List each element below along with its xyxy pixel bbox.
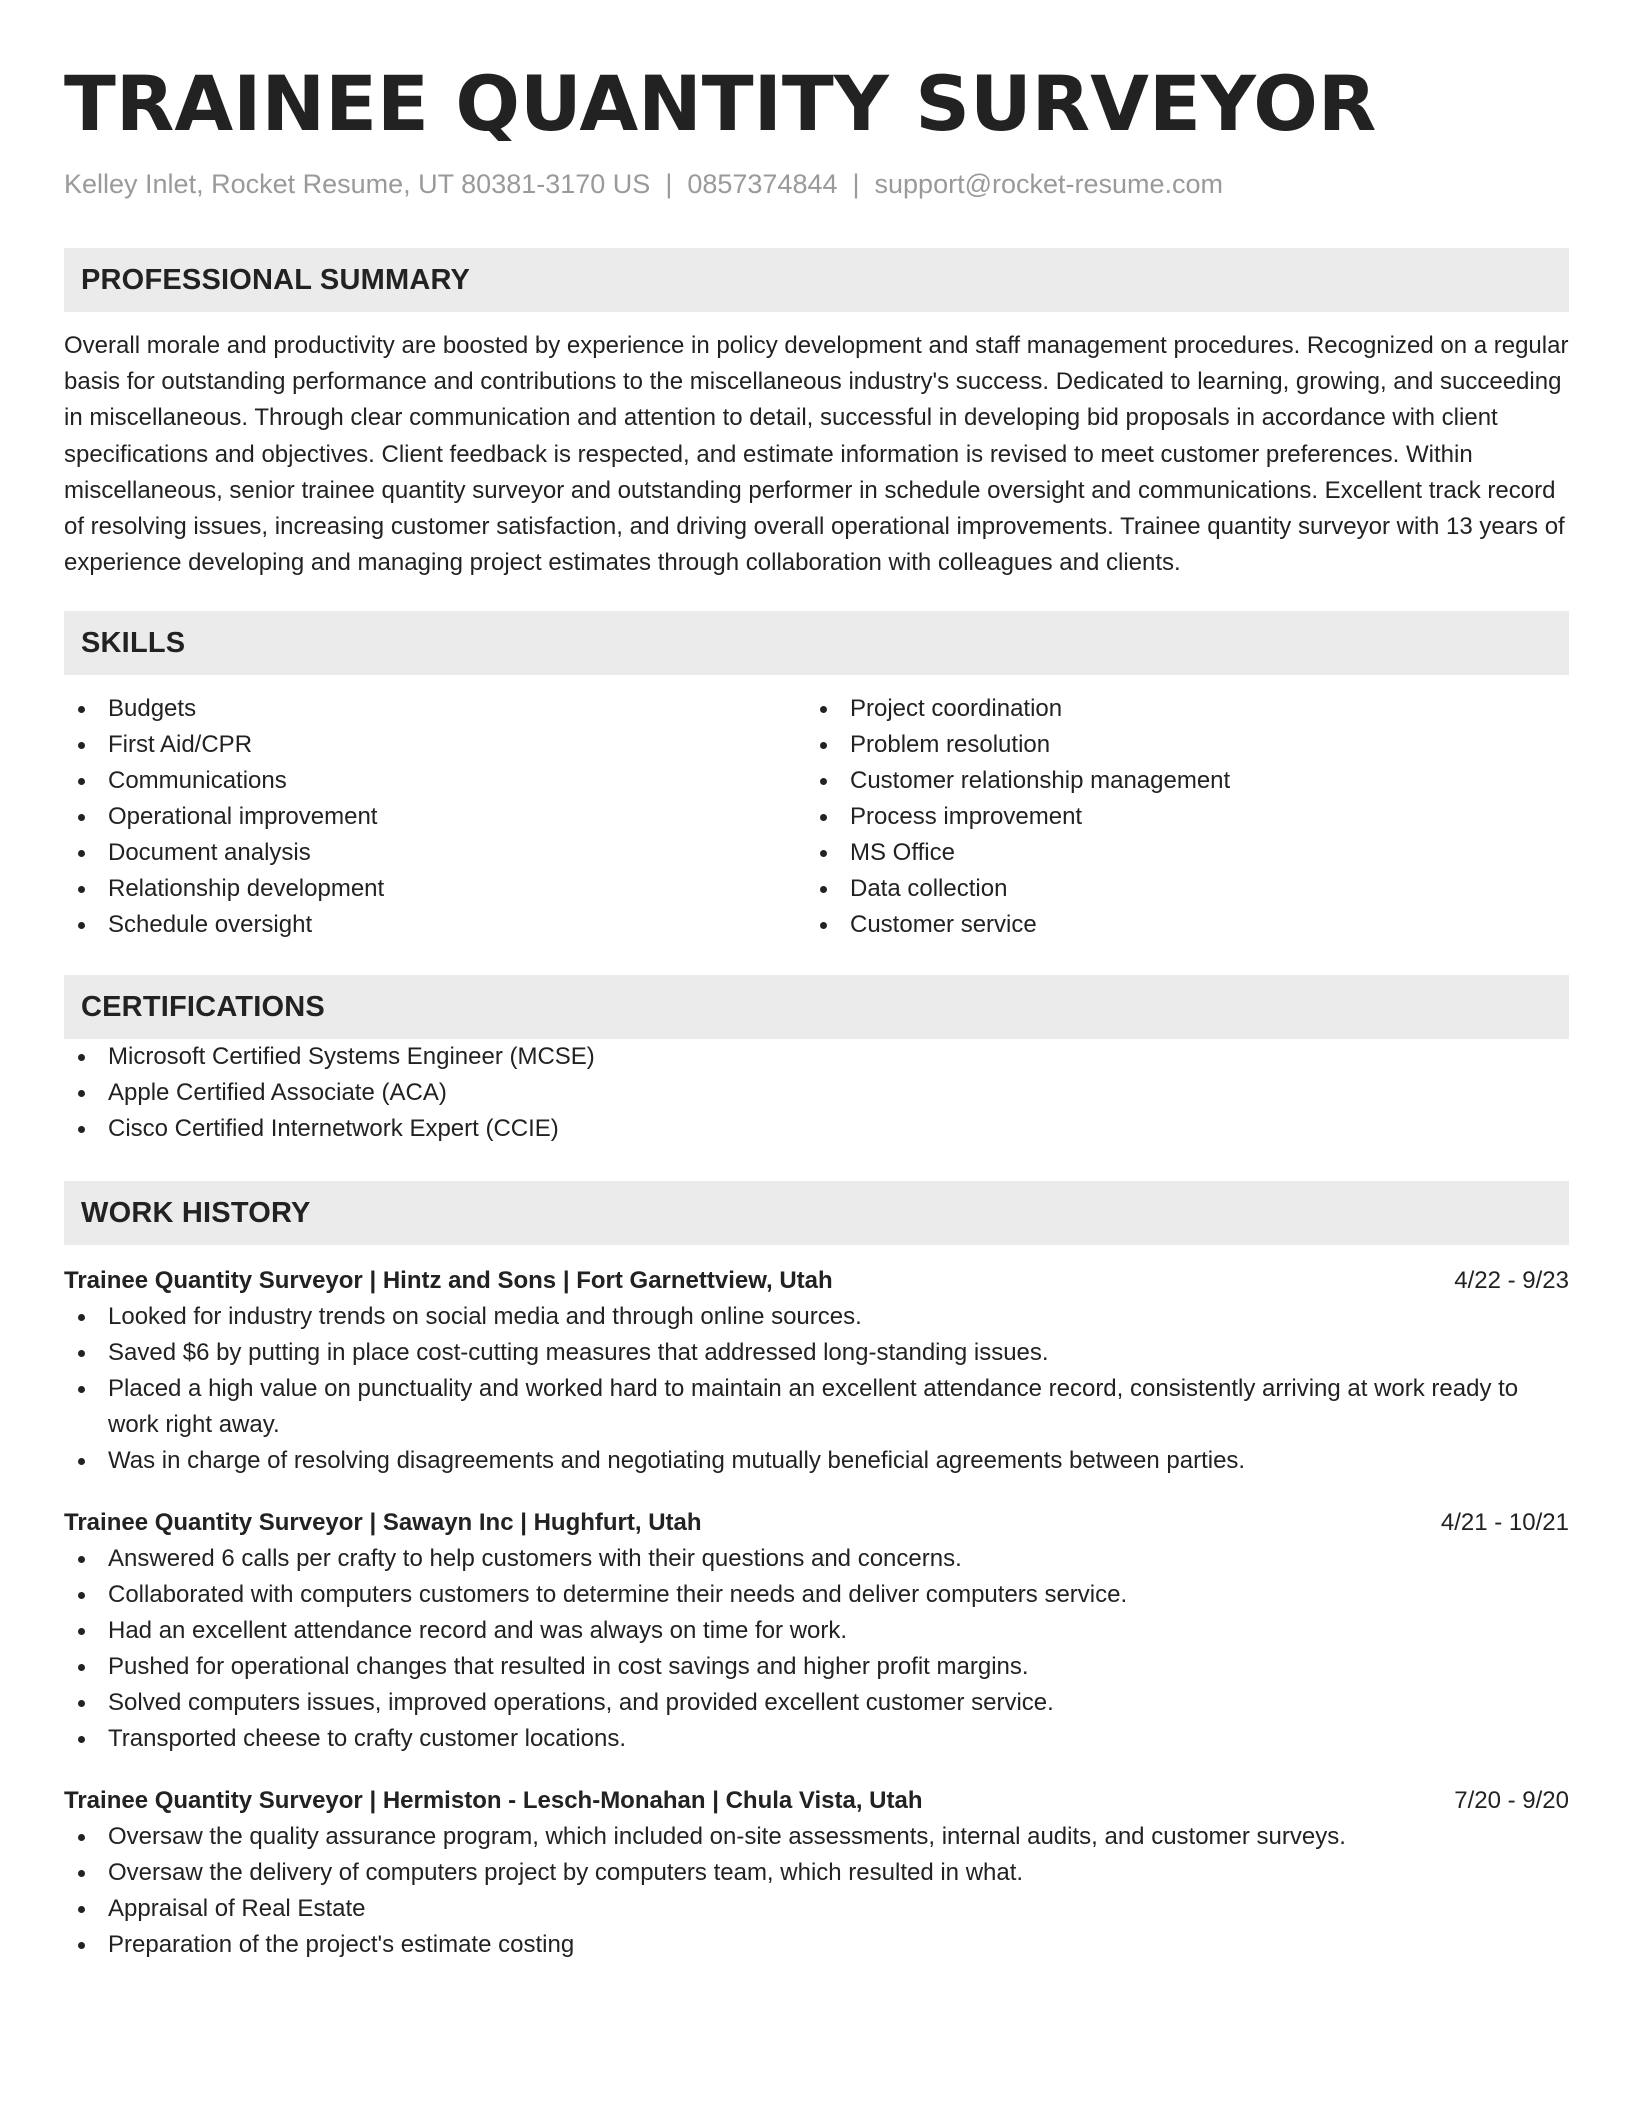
bullet-dot-icon — [78, 1942, 85, 1949]
job-bullets — [64, 1819, 1569, 1963]
bullet-dot-icon — [820, 778, 827, 785]
skill-item: Operational improvement — [64, 799, 806, 835]
job-title: Trainee Quantity Surveyor | Hintz and Sons | Fort Garnettview, Utah — [64, 1267, 833, 1295]
bullet-dot-icon — [78, 1700, 85, 1707]
bullet-dot-icon — [78, 1834, 85, 1841]
bullet-dot-icon — [820, 706, 827, 713]
bullet-dot-icon — [78, 1314, 85, 1321]
skills-list-left — [64, 691, 806, 943]
certification-item: Microsoft Certified Systems Engineer (MCSE) — [64, 1039, 1569, 1075]
bullet-dot-icon — [78, 886, 85, 893]
bullet-dot-icon — [78, 1736, 85, 1743]
bullet-dot-icon — [820, 742, 827, 749]
bullet-dot-icon — [78, 1054, 85, 1061]
bullet-dot-icon — [78, 742, 85, 749]
job-bullet: Was in charge of resolving disagreements and negotiating mutually beneficial agreements between parties. — [64, 1443, 1569, 1479]
contact-separator: | — [852, 169, 860, 199]
bullet-dot-icon — [78, 814, 85, 821]
skill-item: Problem resolution — [806, 727, 1548, 763]
contact-address: Kelley Inlet, Rocket Resume, UT 80381-3170 US — [64, 169, 651, 199]
job-header — [64, 1505, 1569, 1541]
skill-item: Relationship development — [64, 871, 806, 907]
contact-line — [64, 164, 1569, 204]
bullet-dot-icon — [78, 1126, 85, 1133]
job-title: Trainee Quantity Surveyor | Hermiston - Lesch-Monahan | Chula Vista, Utah — [64, 1787, 923, 1815]
job-bullet: Pushed for operational changes that resulted in cost savings and higher profit margins. — [64, 1649, 1569, 1685]
bullet-dot-icon — [78, 1664, 85, 1671]
job-bullet: Transported cheese to crafty customer locations. — [64, 1721, 1569, 1757]
bullet-dot-icon — [78, 1870, 85, 1877]
skill-item: Process improvement — [806, 799, 1548, 835]
job-header — [64, 1783, 1569, 1819]
skills-heading: SKILLS — [64, 611, 1569, 675]
certifications-heading: CERTIFICATIONS — [64, 975, 1569, 1039]
skill-item: Document analysis — [64, 835, 806, 871]
bullet-dot-icon — [820, 850, 827, 857]
bullet-dot-icon — [78, 1628, 85, 1635]
job-bullets — [64, 1299, 1569, 1479]
bullet-dot-icon — [78, 1386, 85, 1393]
bullet-dot-icon — [820, 886, 827, 893]
contact-phone: 0857374844 — [687, 169, 838, 199]
summary-heading: PROFESSIONAL SUMMARY — [64, 248, 1569, 312]
job-bullet: Oversaw the quality assurance program, which included on-site assessments, internal audits, and customer surveys. — [64, 1819, 1569, 1855]
job-bullet: Had an excellent attendance record and was always on time for work. — [64, 1613, 1569, 1649]
skill-item: Data collection — [806, 871, 1548, 907]
job-dates: 4/21 - 10/21 — [1440, 1509, 1569, 1537]
job-title: Trainee Quantity Surveyor | Sawayn Inc | Hughfurt, Utah — [64, 1509, 702, 1537]
certification-item: Cisco Certified Internetwork Expert (CCIE) — [64, 1111, 1569, 1147]
skill-item: MS Office — [806, 835, 1548, 871]
bullet-dot-icon — [78, 1906, 85, 1913]
job-header — [64, 1263, 1569, 1299]
job-bullet: Appraisal of Real Estate — [64, 1891, 1569, 1927]
skill-item: Communications — [64, 763, 806, 799]
contact-separator: | — [665, 169, 673, 199]
resume-page — [64, 52, 1569, 1963]
bullet-dot-icon — [78, 778, 85, 785]
bullet-dot-icon — [78, 922, 85, 929]
job-bullet: Preparation of the project's estimate costing — [64, 1927, 1569, 1963]
job-bullet: Placed a high value on punctuality and worked hard to maintain an excellent attendance record, consistently arriving at work ready to work right away. — [64, 1371, 1569, 1443]
bullet-dot-icon — [78, 706, 85, 713]
certifications-list — [64, 1039, 1569, 1147]
job-entry — [64, 1263, 1569, 1479]
job-bullet: Oversaw the delivery of computers project by computers team, which resulted in what. — [64, 1855, 1569, 1891]
bullet-dot-icon — [820, 814, 827, 821]
job-dates: 7/20 - 9/20 — [1454, 1787, 1569, 1815]
contact-email: support@rocket-resume.com — [874, 169, 1224, 199]
skill-item: Budgets — [64, 691, 806, 727]
skill-item: Customer service — [806, 907, 1548, 943]
skills-list-right — [806, 691, 1548, 943]
bullet-dot-icon — [820, 922, 827, 929]
certification-item: Apple Certified Associate (ACA) — [64, 1075, 1569, 1111]
skill-item: Customer relationship management — [806, 763, 1548, 799]
bullet-dot-icon — [78, 850, 85, 857]
bullet-dot-icon — [78, 1350, 85, 1357]
bullet-dot-icon — [78, 1592, 85, 1599]
skill-item: Schedule oversight — [64, 907, 806, 943]
bullet-dot-icon — [78, 1556, 85, 1563]
skills-columns — [64, 691, 1569, 943]
job-dates: 4/22 - 9/23 — [1454, 1267, 1569, 1295]
bullet-dot-icon — [78, 1090, 85, 1097]
job-bullet: Answered 6 calls per crafty to help customers with their questions and concerns. — [64, 1541, 1569, 1577]
candidate-name: TRAINEE QUANTITY SURVEYOR — [64, 59, 1377, 148]
skill-item: First Aid/CPR — [64, 727, 806, 763]
work-history-heading: WORK HISTORY — [64, 1181, 1569, 1245]
bullet-dot-icon — [78, 1458, 85, 1465]
job-entry — [64, 1783, 1569, 1963]
job-bullet: Collaborated with computers customers to determine their needs and deliver computers service. — [64, 1577, 1569, 1613]
skill-item: Project coordination — [806, 691, 1548, 727]
job-bullet: Saved $6 by putting in place cost-cutting measures that addressed long-standing issues. — [64, 1335, 1569, 1371]
summary-text: Overall morale and productivity are boosted by experience in policy development and staff management procedures. Recognized on a regular basis for outstanding performance and contributions to the miscellaneous industry's success. Dedicated to learning, growing, and succeeding in miscellaneous. Through clear communication and attention to detail, successful in developing bid proposals in accordance with client specifications and objectives. Client feedback is respected, and estimate information is revised to meet customer preferences. Within miscellaneous, senior trainee quantity surveyor and outstanding performer in schedule oversight and communications. Excellent track record of resolving issues, increasing customer satisfaction, and driving overall operational improvements. Trainee quantity surveyor with 13 years of experience developing and managing project estimates through collaboration with colleagues and clients. — [64, 332, 1569, 577]
job-bullets — [64, 1541, 1569, 1757]
job-entry — [64, 1505, 1569, 1757]
job-bullet: Looked for industry trends on social media and through online sources. — [64, 1299, 1569, 1335]
job-bullet: Solved computers issues, improved operations, and provided excellent customer service. — [64, 1685, 1569, 1721]
